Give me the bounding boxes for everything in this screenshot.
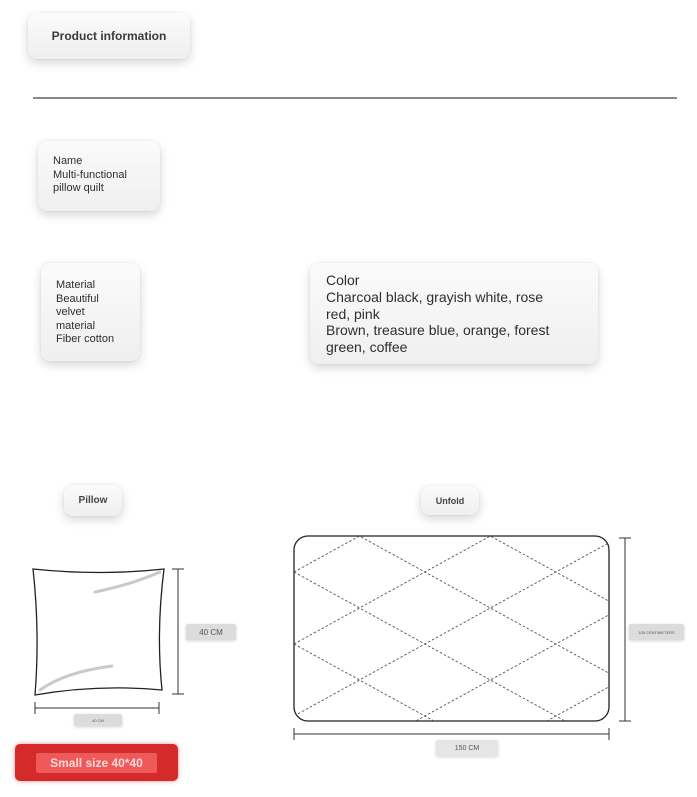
quilt-stitch-line [294, 0, 609, 25]
name-label: Name [53, 155, 83, 167]
name-value-line: Multi-functional [53, 168, 127, 181]
quilt-stitch-line [294, 111, 609, 284]
color-value-line: Brown, treasure blue, orange, forest [326, 322, 550, 339]
quilt-stitch-line [294, 212, 609, 385]
color-value-line: red, pink [326, 305, 380, 322]
quilt-stitch-line [294, 759, 609, 797]
quilt-height-text: 105 CENTIMETERS [638, 629, 675, 635]
quilt-stitch-line [294, 140, 609, 313]
pillow-height-dimension [172, 569, 184, 694]
size-badge [15, 744, 178, 781]
pillow-width-text: 40 CM [92, 717, 104, 723]
quilt-stitch-line [294, 0, 609, 68]
pillow-height-tag [186, 624, 236, 640]
name-value-line: pillow quilt [53, 182, 104, 194]
quilt-width-dimension [294, 728, 609, 740]
quilt-stitch-line [294, 716, 609, 797]
pillow-width-dimension [35, 702, 159, 714]
quilt-stitch-line [294, 356, 609, 529]
quilt-stitch-line [294, 183, 609, 356]
quilt-stitch-line [294, 327, 609, 500]
color-value-line: Charcoal black, grayish white, rose [326, 288, 544, 305]
quilt-width-text: 150 CM [454, 744, 480, 752]
color-value-line: green, coffee [326, 339, 408, 356]
quilt-stitch-line [294, 788, 609, 797]
quilt-stitch-line [294, 68, 609, 241]
size-badge-text: Small size 40*40 [36, 753, 157, 773]
unfold-label-text: Unfold [435, 495, 465, 506]
pillow-illustration [33, 569, 164, 695]
material-value-line: material [56, 319, 96, 332]
quilt-height-tag [629, 624, 684, 640]
pillow-width-tag [74, 714, 122, 726]
quilt-stitch-line [294, 284, 609, 457]
pillow-height-text: 40 CM [199, 627, 223, 637]
quilt-illustration [294, 0, 609, 797]
quilt-stitch-line [294, 0, 609, 140]
quilt-stitch-line [294, 0, 609, 97]
pillow-label-text: Pillow [78, 495, 108, 506]
quilt-width-tag [436, 740, 498, 756]
material-value-line: Fiber cotton [56, 333, 115, 345]
section-title-text: Product information [51, 29, 167, 43]
material-value-line: velvet [56, 306, 85, 318]
material-label: Material [56, 279, 96, 291]
quilt-stitch-line [294, 255, 609, 428]
color-label: Color [326, 272, 360, 288]
quilt-stitch-line [294, 0, 609, 169]
quilt-stitch-line [294, 39, 609, 212]
material-value-line: Beautiful [56, 292, 99, 305]
